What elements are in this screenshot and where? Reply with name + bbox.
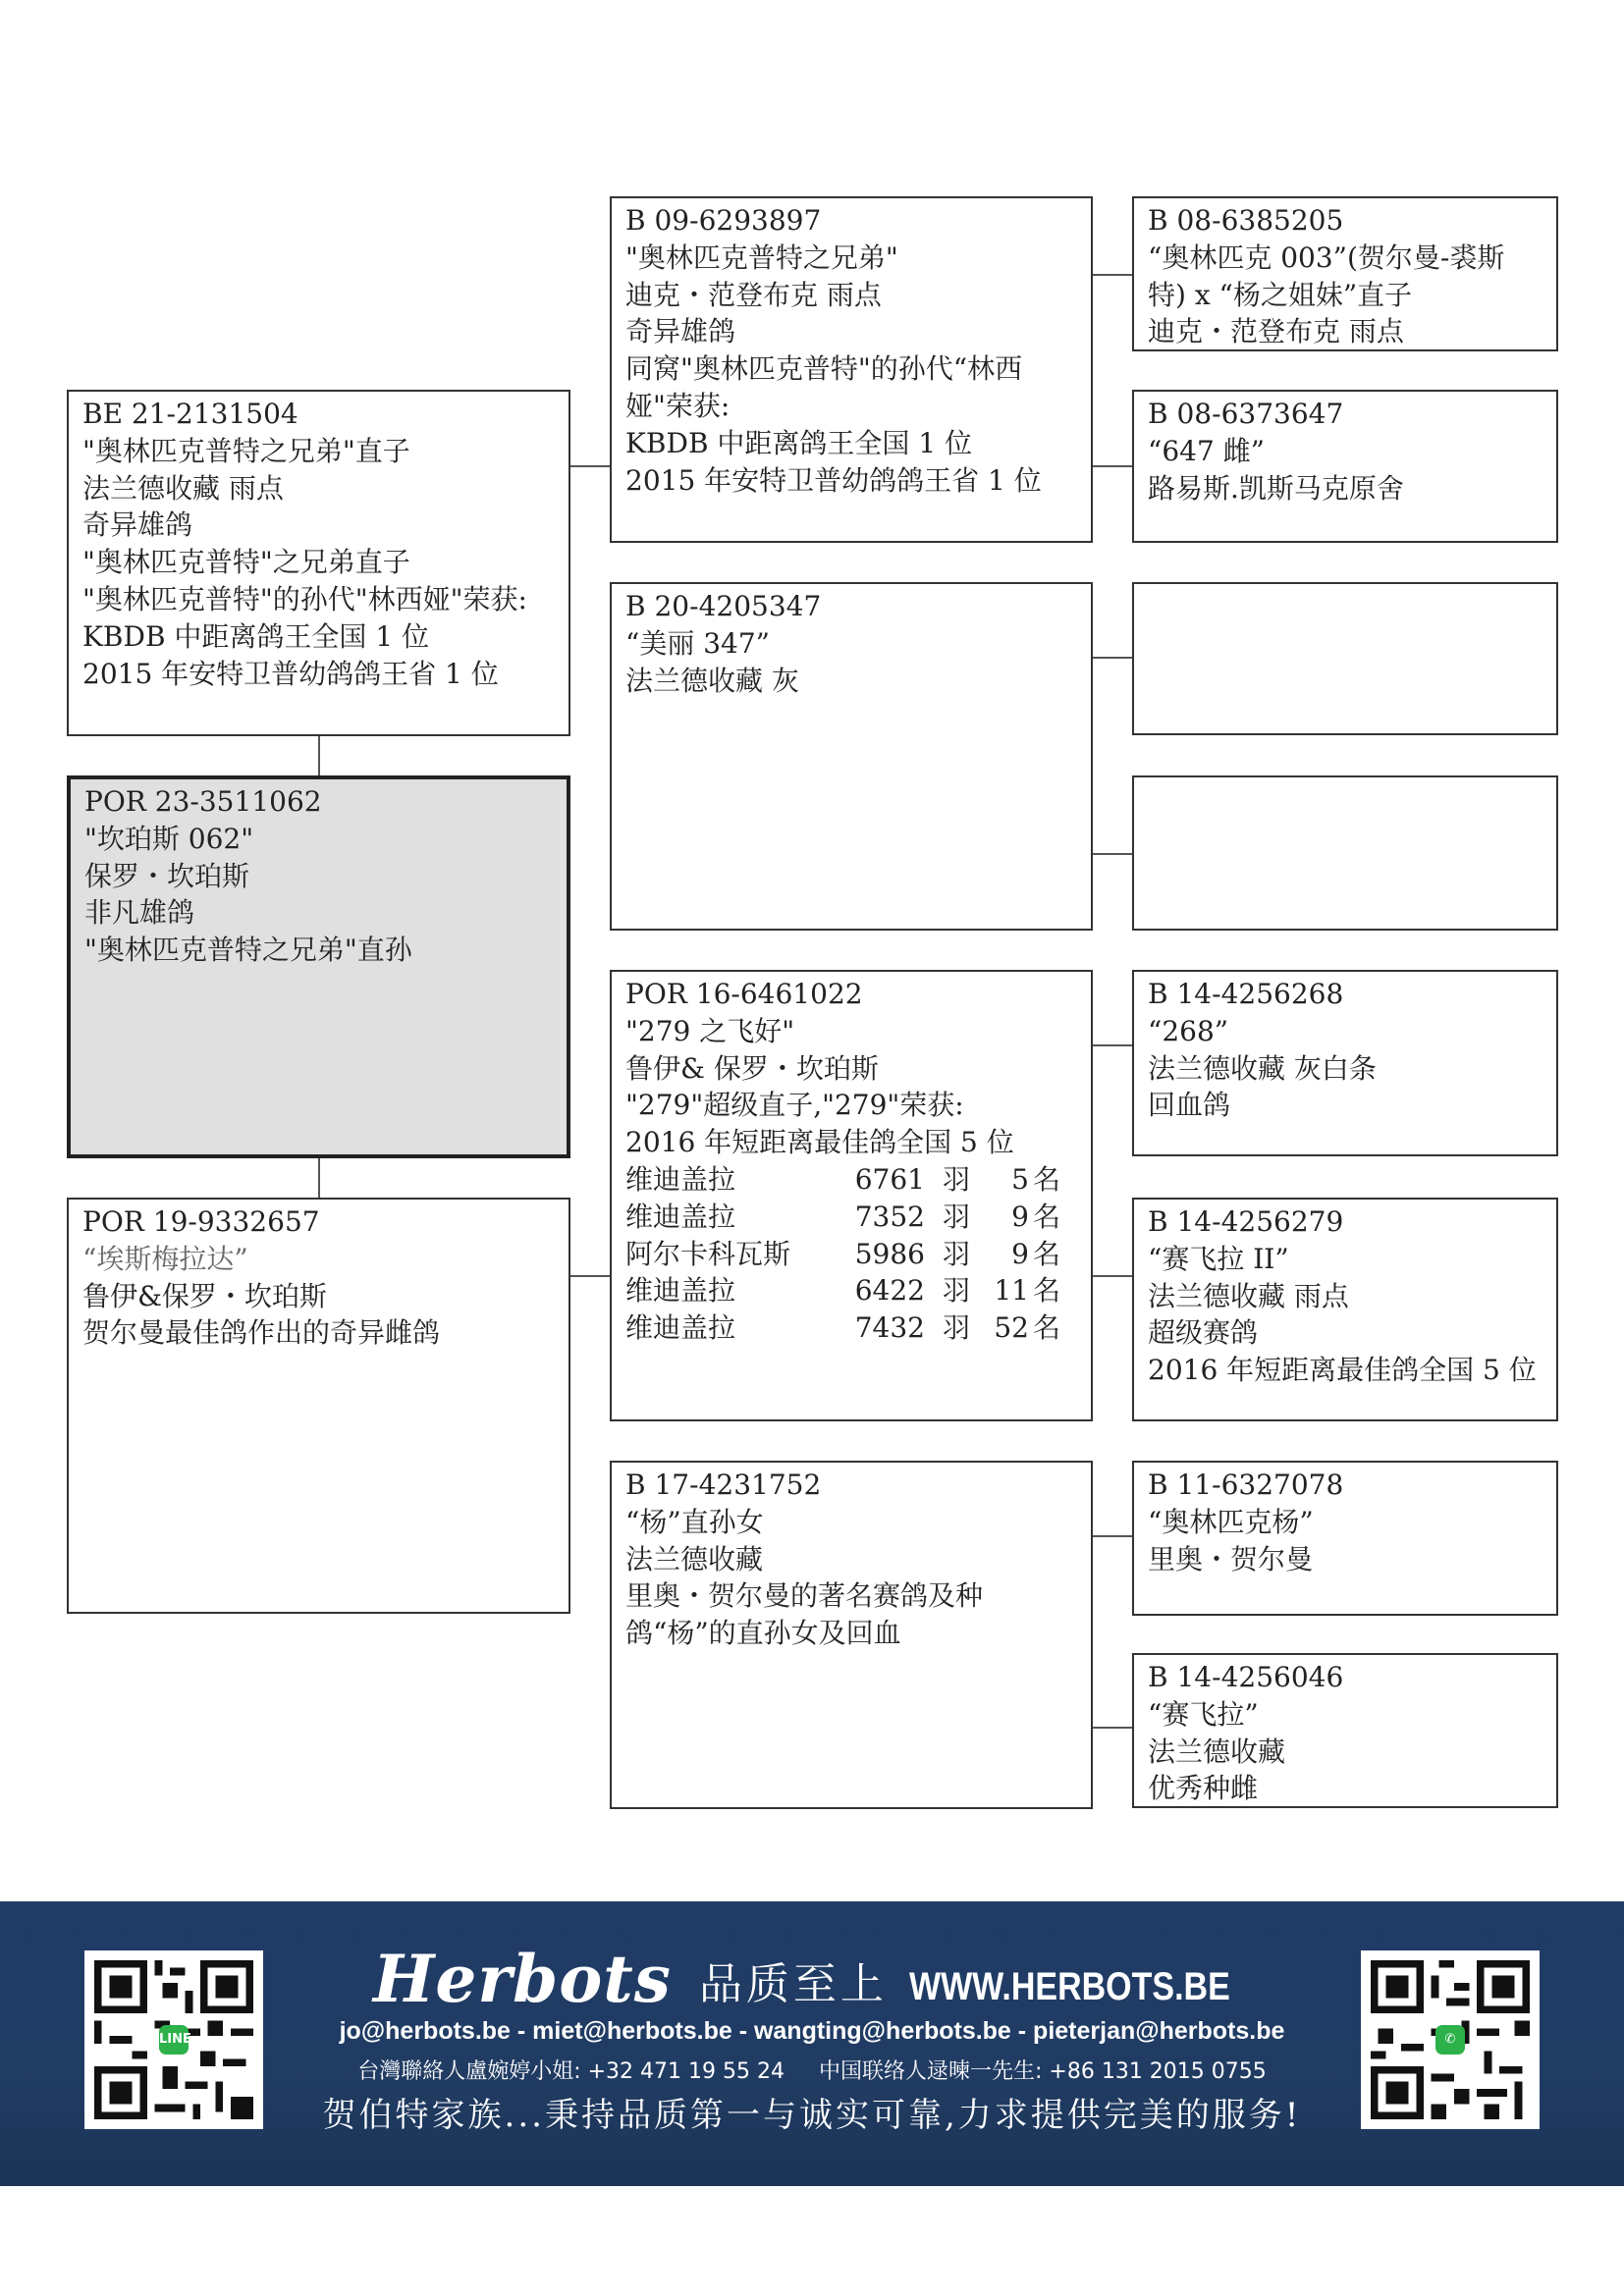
card-line: “268” bbox=[1148, 1014, 1229, 1047]
sire-card bbox=[67, 390, 570, 736]
card-line: "奥林匹克普特"的孙代"林西娅"荣获: bbox=[82, 582, 527, 615]
card-line: 法兰德收藏 灰 bbox=[625, 664, 799, 697]
ggp-card-6 bbox=[1132, 1198, 1558, 1421]
ring-number: B 20-4205347 bbox=[625, 590, 822, 622]
card-line: 鲁伊&保罗・坎珀斯 bbox=[82, 1279, 327, 1312]
card-line: 回血鸽 bbox=[1148, 1089, 1231, 1122]
card-line: "坎珀斯 062" bbox=[84, 822, 254, 855]
card-line: 鲁伊& 保罗・坎珀斯 bbox=[625, 1051, 879, 1085]
card-line: “奥林匹克杨” bbox=[1148, 1505, 1314, 1538]
subject-card bbox=[67, 775, 570, 1158]
ggp-card-1 bbox=[1132, 196, 1558, 351]
card-line: 法兰德收藏 雨点 bbox=[82, 471, 284, 505]
line-icon: LINE bbox=[159, 2025, 189, 2055]
ggp-card-5 bbox=[1132, 970, 1558, 1156]
card-line: KBDB 中距离鸽王全国 1 位 bbox=[82, 619, 430, 653]
card-line: 里奥・贺尔曼 bbox=[1148, 1542, 1314, 1575]
ring-number: POR 16-6461022 bbox=[625, 978, 863, 1010]
card-line: "奥林匹克普特之兄弟" bbox=[625, 240, 898, 274]
ggp-card-2 bbox=[1132, 390, 1558, 543]
card-line: "奥林匹克普特之兄弟"直孙 bbox=[84, 934, 412, 967]
card-line: 保罗・坎珀斯 bbox=[84, 859, 250, 892]
contact-china: 中国联络人逯暕一先生: +86 131 2015 0755 bbox=[819, 2059, 1267, 2084]
sire-sire-card bbox=[610, 196, 1093, 543]
pigeon-name: “埃斯梅拉达” bbox=[82, 1242, 248, 1275]
race-result-row: 阿尔卡科瓦斯 5986 羽 9 名 bbox=[625, 1237, 1061, 1270]
sire-dam-card bbox=[610, 582, 1093, 931]
card-line: 法兰德收藏 bbox=[625, 1542, 764, 1575]
card-line: 超级赛鸽 bbox=[1148, 1316, 1259, 1350]
ring-number: B 11-6327078 bbox=[1148, 1468, 1344, 1501]
card-line: 2016 年短距离最佳鸽全国 5 位 bbox=[1148, 1354, 1537, 1387]
dam-sire-card bbox=[610, 970, 1093, 1421]
card-line: 奇异雄鸽 bbox=[625, 315, 736, 348]
contact-emails[interactable]: jo@herbots.be - miet@herbots.be - wangting@herbots.be - pieterjan@herbots.be bbox=[339, 2017, 1285, 2045]
ring-number: B 17-4231752 bbox=[625, 1468, 822, 1501]
card-line: “赛飞拉” bbox=[1148, 1697, 1259, 1731]
card-line: 非凡雄鸽 bbox=[84, 896, 195, 930]
tagline: 贺伯特家族...秉持品质第一与诚实可靠,力求提供完美的服务! bbox=[322, 2096, 1302, 2135]
card-line: "奥林匹克普特"之兄弟直子 bbox=[82, 546, 410, 579]
card-line: "279 之飞好" bbox=[625, 1014, 795, 1047]
ggp-card-7 bbox=[1132, 1461, 1558, 1616]
card-line: 优秀种雌 bbox=[1148, 1772, 1259, 1805]
card-line: 里奥・贺尔曼的著名赛鸽及种鸽“杨”的直孙女及回血 bbox=[625, 1579, 984, 1650]
card-line: 法兰德收藏 灰白条 bbox=[1148, 1051, 1377, 1085]
race-result-row: 维迪盖拉 7352 羽 9 名 bbox=[625, 1200, 1061, 1233]
ring-number: B 08-6385205 bbox=[1148, 204, 1344, 237]
ggp-card-3-empty bbox=[1132, 582, 1558, 735]
website-link[interactable]: WWW.HERBOTS.BE bbox=[908, 1965, 1230, 2008]
contact-taiwan: 台灣聯絡人盧婉婷小姐: +32 471 19 55 24 bbox=[357, 2059, 785, 2084]
card-line: “杨”直孙女 bbox=[625, 1505, 764, 1538]
card-line: 法兰德收藏 雨点 bbox=[1148, 1279, 1349, 1312]
ring-number: POR 19-9332657 bbox=[82, 1205, 320, 1238]
ring-number: B 14-4256046 bbox=[1148, 1661, 1344, 1693]
card-line: “美丽 347” bbox=[625, 626, 770, 660]
card-line: “647 雌” bbox=[1148, 434, 1265, 467]
card-line: 2016 年短距离最佳鸽全国 5 位 bbox=[625, 1126, 1014, 1159]
ring-number: BE 21-2131504 bbox=[82, 398, 298, 430]
herbots-logo: Herbots bbox=[373, 1941, 672, 2017]
ggp-card-8 bbox=[1132, 1653, 1558, 1808]
slogan: 品质至上 bbox=[698, 1959, 888, 2009]
ring-number: B 14-4256268 bbox=[1148, 978, 1344, 1010]
race-result-row: 维迪盖拉 6761 羽 5 名 bbox=[625, 1162, 1061, 1196]
ring-number: B 14-4256279 bbox=[1148, 1205, 1344, 1238]
brand-row bbox=[373, 1941, 1286, 2017]
ggp-card-4-empty bbox=[1132, 775, 1558, 931]
card-line: “奥林匹克 003”(贺尔曼-裘斯特) x “杨之姐妹”直子 bbox=[1148, 240, 1505, 311]
card-line: 法兰德收藏 bbox=[1148, 1735, 1286, 1768]
card-line: 奇异雄鸽 bbox=[82, 508, 193, 542]
ring-number: POR 23-3511062 bbox=[84, 785, 322, 818]
dam-card bbox=[67, 1198, 570, 1614]
card-line: 2015 年安特卫普幼鸽鸽王省 1 位 bbox=[625, 463, 1042, 497]
card-line: 迪克・范登布克 雨点 bbox=[625, 278, 882, 311]
dam-dam-card bbox=[610, 1461, 1093, 1809]
race-result-row: 维迪盖拉 6422 羽 11 名 bbox=[625, 1274, 1061, 1308]
card-line: "279"超级直子,"279"荣获: bbox=[625, 1089, 964, 1122]
card-line: 同窝"奥林匹克普特"的孙代“林西娅"荣获: bbox=[625, 352, 1023, 422]
qr-code-wechat[interactable] bbox=[1361, 1950, 1540, 2129]
card-line: 贺尔曼最佳鸽作出的奇异雌鸽 bbox=[82, 1316, 441, 1350]
card-line: “赛飞拉 II” bbox=[1148, 1242, 1289, 1275]
card-line: 2015 年安特卫普幼鸽鸽王省 1 位 bbox=[82, 657, 499, 690]
card-line: 迪克・范登布克 雨点 bbox=[1148, 315, 1404, 348]
wechat-icon: ✆ bbox=[1435, 2025, 1465, 2055]
race-result-row: 维迪盖拉 7432 羽 52 名 bbox=[625, 1311, 1061, 1345]
card-line: KBDB 中距离鸽王全国 1 位 bbox=[625, 426, 973, 459]
card-line: "奥林匹克普特之兄弟"直子 bbox=[82, 434, 410, 467]
footer-banner bbox=[0, 1901, 1624, 2186]
ring-number: B 08-6373647 bbox=[1148, 398, 1344, 430]
ring-number: B 09-6293897 bbox=[625, 204, 822, 237]
card-line: 路易斯.凯斯马克原舍 bbox=[1148, 471, 1404, 505]
